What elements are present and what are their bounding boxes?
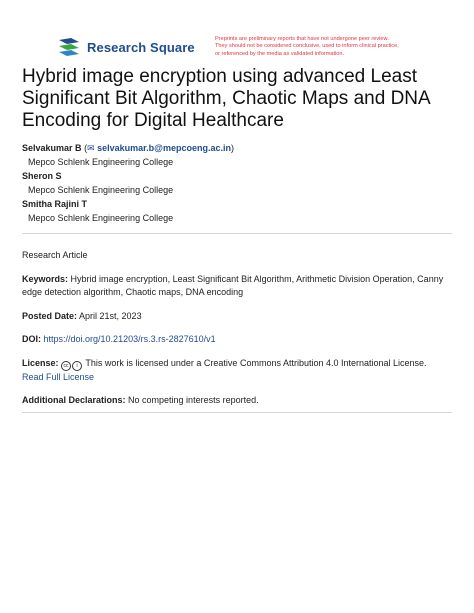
author-affiliation: Mepco Schlenk Engineering College: [28, 157, 174, 167]
doi: [22, 333, 452, 346]
divider: [22, 233, 452, 234]
author-list: [22, 141, 452, 225]
logo-text: Research Square: [87, 39, 195, 55]
declarations-label: Additional Declarations:: [22, 395, 126, 405]
research-square-logo-icon: [57, 38, 81, 56]
doi-link[interactable]: https://doi.org/10.21203/rs.3.rs-2827610/v1: [43, 334, 216, 344]
license-label: License:: [22, 358, 59, 368]
posted-date: [22, 310, 452, 323]
license-text: This work is licensed under a Creative Commons Attribution 4.0 International License.: [85, 358, 427, 368]
read-full-license-link[interactable]: Read Full License: [22, 372, 95, 382]
posted-date-label: Posted Date:: [22, 311, 78, 321]
header: [0, 0, 474, 64]
author-name: Smitha Rajini T: [22, 199, 88, 209]
author-entry: Selvakumar B (✉ selvakumar.b@mepcoeng.ac.in): [22, 143, 234, 153]
author-name: Selvakumar B: [22, 143, 82, 153]
keywords-label: Keywords:: [22, 274, 69, 284]
author-email-link[interactable]: selvakumar.b@mepcoeng.ac.in: [97, 143, 231, 153]
author-name: Sheron S: [22, 171, 62, 181]
paper-title: Hybrid image encryption using advanced Least Significant Bit Algorithm, Chaotic Maps and DNA Encoding for Digital Healthcare: [22, 66, 431, 131]
declarations-text: No competing interests reported.: [128, 395, 259, 405]
posted-date-value: April 21st, 2023: [79, 311, 142, 321]
license: [22, 357, 452, 384]
research-square-logo[interactable]: [57, 38, 195, 56]
author-affiliation: Mepco Schlenk Engineering College: [28, 213, 174, 223]
article-type: Research Article: [22, 250, 88, 260]
envelope-icon: ✉: [87, 143, 95, 153]
author-affiliation: Mepco Schlenk Engineering College: [28, 185, 174, 195]
doi-label: DOI:: [22, 334, 41, 344]
attribution-icon: i: [72, 361, 82, 371]
keywords-text: Hybrid image encryption, Least Significant Bit Algorithm, Arithmetic Division Operation, Canny edge detection algorithm, Chaotic maps, DNA encoding: [22, 274, 444, 297]
preprint-disclaimer: Preprints are preliminary reports that have not undergone peer review. They should not be considered conclusive, used to inform clinical practice, or referenced by the media as validated information.: [215, 36, 399, 57]
additional-declarations: [22, 394, 452, 407]
divider: [22, 412, 452, 413]
creative-commons-icon: cc: [61, 361, 71, 371]
keywords: [22, 273, 452, 299]
